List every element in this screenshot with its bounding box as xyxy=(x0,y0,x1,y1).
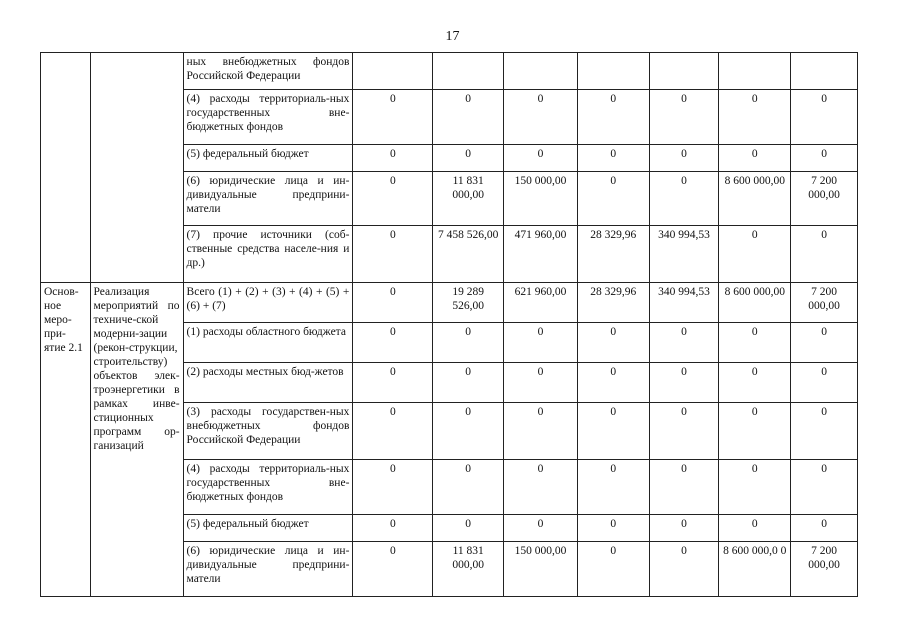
value-cell: 0 xyxy=(504,403,578,460)
event-code-cell: Основ-ное меро-при-ятие 2.1 xyxy=(41,283,91,597)
value-cell: 0 xyxy=(719,323,791,363)
value-cell: 0 xyxy=(719,363,791,403)
value-cell: 7 200 000,00 xyxy=(791,542,858,597)
value-cell: 0 xyxy=(719,403,791,460)
value-cell: 0 xyxy=(791,403,858,460)
value-cell: 7 200 000,00 xyxy=(791,172,858,226)
value-cell xyxy=(433,53,504,90)
value-cell: 0 xyxy=(353,226,433,283)
source-cell: ных внебюджетных фондов Российской Федерации xyxy=(183,53,353,90)
value-cell: 0 xyxy=(353,403,433,460)
source-cell: (5) федеральный бюджет xyxy=(183,145,353,172)
value-cell xyxy=(353,53,433,90)
value-cell: 0 xyxy=(353,515,433,542)
value-cell: 0 xyxy=(504,460,578,515)
value-cell: 0 xyxy=(433,403,504,460)
previous-event-title-cell xyxy=(90,53,183,283)
value-cell: 0 xyxy=(433,515,504,542)
value-cell: 0 xyxy=(791,90,858,145)
value-cell: 0 xyxy=(791,515,858,542)
source-cell: (6) юридические лица и ин-дивидуальные предприни-матели xyxy=(183,542,353,597)
table-row xyxy=(41,283,858,323)
value-cell: 0 xyxy=(791,323,858,363)
source-cell: (3) расходы государствен-ных внебюджетных фондов Российской Федерации xyxy=(183,403,353,460)
source-cell: (6) юридические лица и ин-дивидуальные предприни-матели xyxy=(183,172,353,226)
event-title-cell: Реализация мероприятий по техниче-ской модерни-зации (рекон-струкции, строительству) объектов элек-троэнергетики в рамках инве-стиционных программ ор-ганизаций xyxy=(90,283,183,597)
value-cell xyxy=(504,53,578,90)
value-cell: 0 xyxy=(433,460,504,515)
value-cell: 8 600 000,00 xyxy=(719,283,791,323)
value-cell xyxy=(719,53,791,90)
value-cell xyxy=(791,53,858,90)
value-cell: 0 xyxy=(353,172,433,226)
source-cell: (4) расходы территориаль-ных государственных вне-бюджетных фондов xyxy=(183,460,353,515)
value-cell: 0 xyxy=(719,460,791,515)
value-cell: 340 994,53 xyxy=(649,283,719,323)
value-cell: 0 xyxy=(577,542,649,597)
page-number: 17 xyxy=(445,29,460,44)
source-cell: Всего (1) + (2) + (3) + (4) + (5) + (6) + (7) xyxy=(183,283,353,323)
value-cell: 28 329,96 xyxy=(577,226,649,283)
value-cell xyxy=(649,53,719,90)
value-cell: 0 xyxy=(353,90,433,145)
value-cell: 0 xyxy=(791,460,858,515)
value-cell: 11 831 000,00 xyxy=(433,172,504,226)
value-cell: 0 xyxy=(577,172,649,226)
value-cell: 0 xyxy=(577,363,649,403)
value-cell: 471 960,00 xyxy=(504,226,578,283)
value-cell: 0 xyxy=(504,90,578,145)
value-cell: 0 xyxy=(433,363,504,403)
value-cell: 0 xyxy=(791,145,858,172)
source-cell: (7) прочие источники (соб-ственные средства населе-ния и др.) xyxy=(183,226,353,283)
value-cell: 150 000,00 xyxy=(504,172,578,226)
value-cell: 0 xyxy=(353,460,433,515)
value-cell: 0 xyxy=(719,515,791,542)
table-row xyxy=(41,53,858,90)
value-cell: 7 200 000,00 xyxy=(791,283,858,323)
value-cell: 0 xyxy=(577,323,649,363)
value-cell: 0 xyxy=(433,145,504,172)
value-cell: 0 xyxy=(649,145,719,172)
value-cell: 0 xyxy=(433,90,504,145)
value-cell: 0 xyxy=(577,515,649,542)
value-cell: 0 xyxy=(577,460,649,515)
value-cell: 0 xyxy=(791,363,858,403)
value-cell: 0 xyxy=(649,90,719,145)
value-cell: 0 xyxy=(791,226,858,283)
value-cell: 0 xyxy=(433,323,504,363)
value-cell: 0 xyxy=(577,90,649,145)
value-cell: 0 xyxy=(504,363,578,403)
value-cell: 0 xyxy=(353,323,433,363)
value-cell: 0 xyxy=(649,323,719,363)
value-cell: 0 xyxy=(649,172,719,226)
value-cell: 8 600 000,00 xyxy=(719,172,791,226)
value-cell: 11 831 000,00 xyxy=(433,542,504,597)
source-cell: (2) расходы местных бюд-жетов xyxy=(183,363,353,403)
value-cell: 0 xyxy=(649,363,719,403)
value-cell: 621 960,00 xyxy=(504,283,578,323)
value-cell: 7 458 526,00 xyxy=(433,226,504,283)
value-cell: 28 329,96 xyxy=(577,283,649,323)
source-cell: (1) расходы областного бюджета xyxy=(183,323,353,363)
previous-event-code-cell xyxy=(41,53,91,283)
value-cell: 0 xyxy=(353,145,433,172)
table-body xyxy=(41,53,858,597)
value-cell: 0 xyxy=(577,403,649,460)
value-cell: 0 xyxy=(353,542,433,597)
value-cell: 340 994,53 xyxy=(649,226,719,283)
value-cell: 0 xyxy=(719,90,791,145)
value-cell: 0 xyxy=(504,515,578,542)
value-cell: 0 xyxy=(353,283,433,323)
value-cell: 0 xyxy=(719,226,791,283)
value-cell: 0 xyxy=(649,515,719,542)
value-cell: 19 289 526,00 xyxy=(433,283,504,323)
value-cell: 0 xyxy=(353,363,433,403)
source-cell: (4) расходы территориаль-ных государственных вне-бюджетных фондов xyxy=(183,90,353,145)
value-cell: 0 xyxy=(719,145,791,172)
value-cell: 0 xyxy=(577,145,649,172)
value-cell: 0 xyxy=(649,403,719,460)
value-cell: 0 xyxy=(504,323,578,363)
value-cell xyxy=(577,53,649,90)
value-cell: 0 xyxy=(504,145,578,172)
budget-table xyxy=(40,52,858,597)
source-cell: (5) федеральный бюджет xyxy=(183,515,353,542)
value-cell: 0 xyxy=(649,460,719,515)
value-cell: 8 600 000,0 0 xyxy=(719,542,791,597)
value-cell: 0 xyxy=(649,542,719,597)
value-cell: 150 000,00 xyxy=(504,542,578,597)
